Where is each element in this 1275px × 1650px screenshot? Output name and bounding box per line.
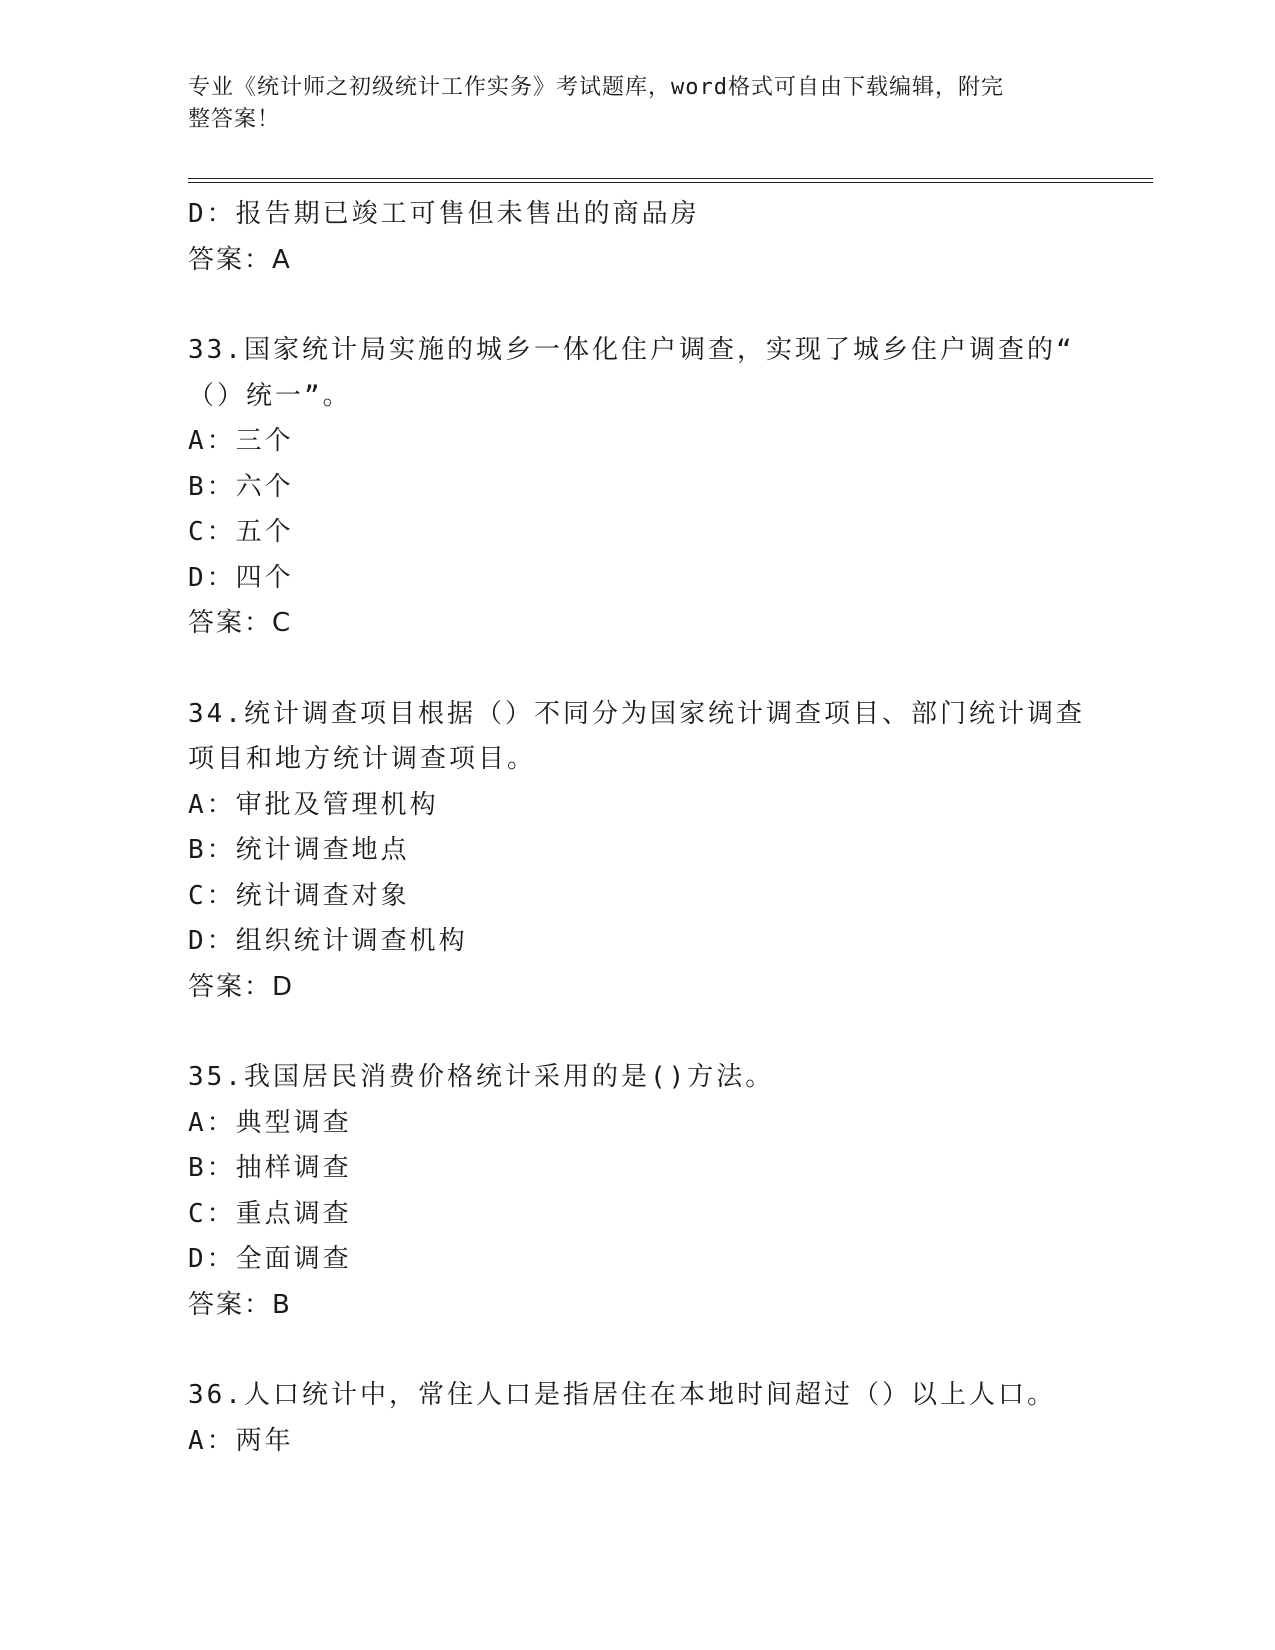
question-stem-line: 34.统计调查项目根据（）不同分为国家统计调查项目、部门统计调查 (188, 698, 1085, 729)
header-divider-top (188, 178, 1153, 179)
option-a: A：三个 (188, 426, 294, 456)
question-block (188, 692, 1088, 1011)
option-d: D：报告期已竣工可售但未售出的商品房 (188, 199, 700, 229)
option-d: D：全面调查 (188, 1244, 352, 1274)
header-line-2: 整答案！ (188, 107, 281, 132)
question-stem-line: 36.人口统计中，常住人口是指居住在本地时间超过（）以上人口。 (188, 1380, 1056, 1410)
question-stem-line: 35.我国居民消费价格统计采用的是()方法。 (188, 1062, 775, 1092)
header-divider-bottom (188, 182, 1153, 183)
question-block (188, 1373, 1088, 1464)
header-line-1: 专业《统计师之初级统计工作实务》考试题库，word格式可自由下载编辑，附完 (188, 75, 1004, 100)
option-a: A：审批及管理机构 (188, 789, 439, 820)
option-b: B：六个 (188, 471, 294, 502)
question-stem-line: 项目和地方统计调查项目。 (188, 744, 537, 774)
option-b: B：抽样调查 (188, 1153, 352, 1183)
answer-line: 答案：D (188, 971, 295, 1002)
question-block (188, 1055, 1088, 1328)
question-content (188, 192, 1088, 1464)
option-a: A：典型调查 (188, 1107, 352, 1138)
option-d: D：组织统计调查机构 (188, 926, 468, 956)
document-header (188, 72, 1068, 136)
option-b: B：统计调查地点 (188, 835, 410, 865)
question-block (188, 328, 1088, 647)
question-stem-line: 33.国家统计局实施的城乡一体化住户调查，实现了城乡住户调查的“ (188, 335, 1075, 365)
option-c: C：统计调查对象 (188, 880, 410, 911)
option-a: A：两年 (188, 1425, 294, 1456)
answer-line: 答案：A (188, 244, 292, 275)
option-c: C：重点调查 (188, 1198, 352, 1229)
answer-line: 答案：B (188, 1289, 292, 1320)
answer-line: 答案：C (188, 608, 293, 638)
spacer (188, 1010, 1088, 1055)
spacer (188, 283, 1088, 328)
question-stem-line: （）统一”。 (188, 380, 352, 411)
spacer (188, 1328, 1088, 1373)
spacer (188, 647, 1088, 692)
option-c: C：五个 (188, 517, 294, 547)
option-d: D：四个 (188, 562, 294, 593)
